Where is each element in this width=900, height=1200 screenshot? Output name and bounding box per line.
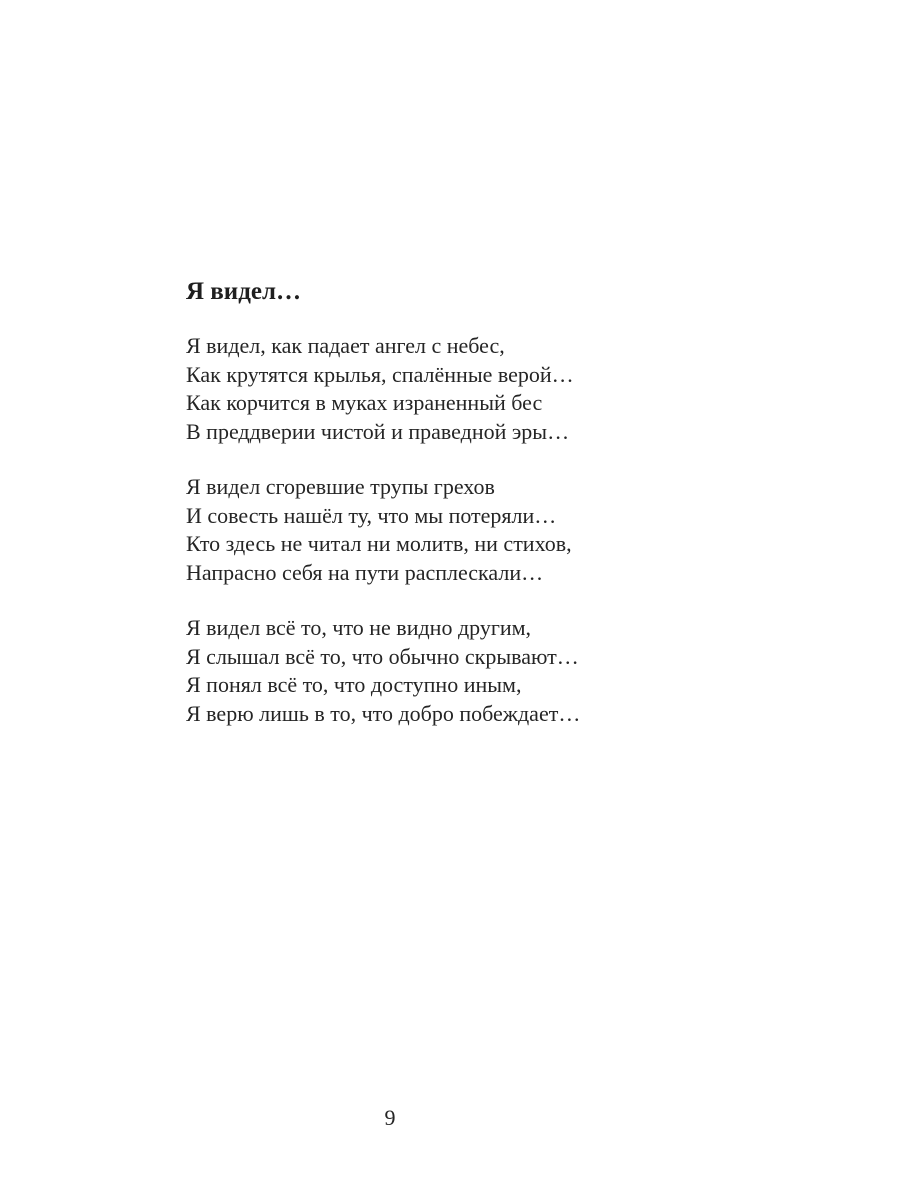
poem-line: Я понял всё то, что доступно иным,: [186, 672, 522, 697]
poem-line: Я видел, как падает ангел с небес,: [186, 333, 505, 358]
poem-title: Я видел…: [186, 278, 301, 305]
poem: [186, 276, 786, 755]
stanza-2: [186, 473, 786, 587]
poem-line: Я верю лишь в то, что добро побеждает…: [186, 700, 581, 726]
poem-line: Напрасно себя на пути расплескали…: [186, 559, 544, 585]
poem-line: Я видел сгоревшие трупы грехов: [186, 474, 495, 499]
poem-line: Я видел всё то, что не видно другим,: [186, 615, 532, 640]
poem-body: [186, 332, 786, 728]
poem-line: Кто здесь не читал ни молитв, ни стихов,: [186, 531, 572, 556]
poem-line: Как корчится в муках израненный бес: [186, 390, 543, 415]
poem-line: Я слышал всё то, что обычно скрывают…: [186, 643, 579, 669]
poem-line: Как крутятся крылья, спалённые верой…: [186, 361, 574, 387]
stanza-1: [186, 332, 786, 446]
poem-line: В преддверии чистой и праведной эры…: [186, 418, 570, 444]
page-number: 9: [384, 1105, 396, 1130]
poem-line: И совесть нашёл ту, что мы потеряли…: [186, 502, 557, 528]
stanza-3: [186, 614, 786, 728]
